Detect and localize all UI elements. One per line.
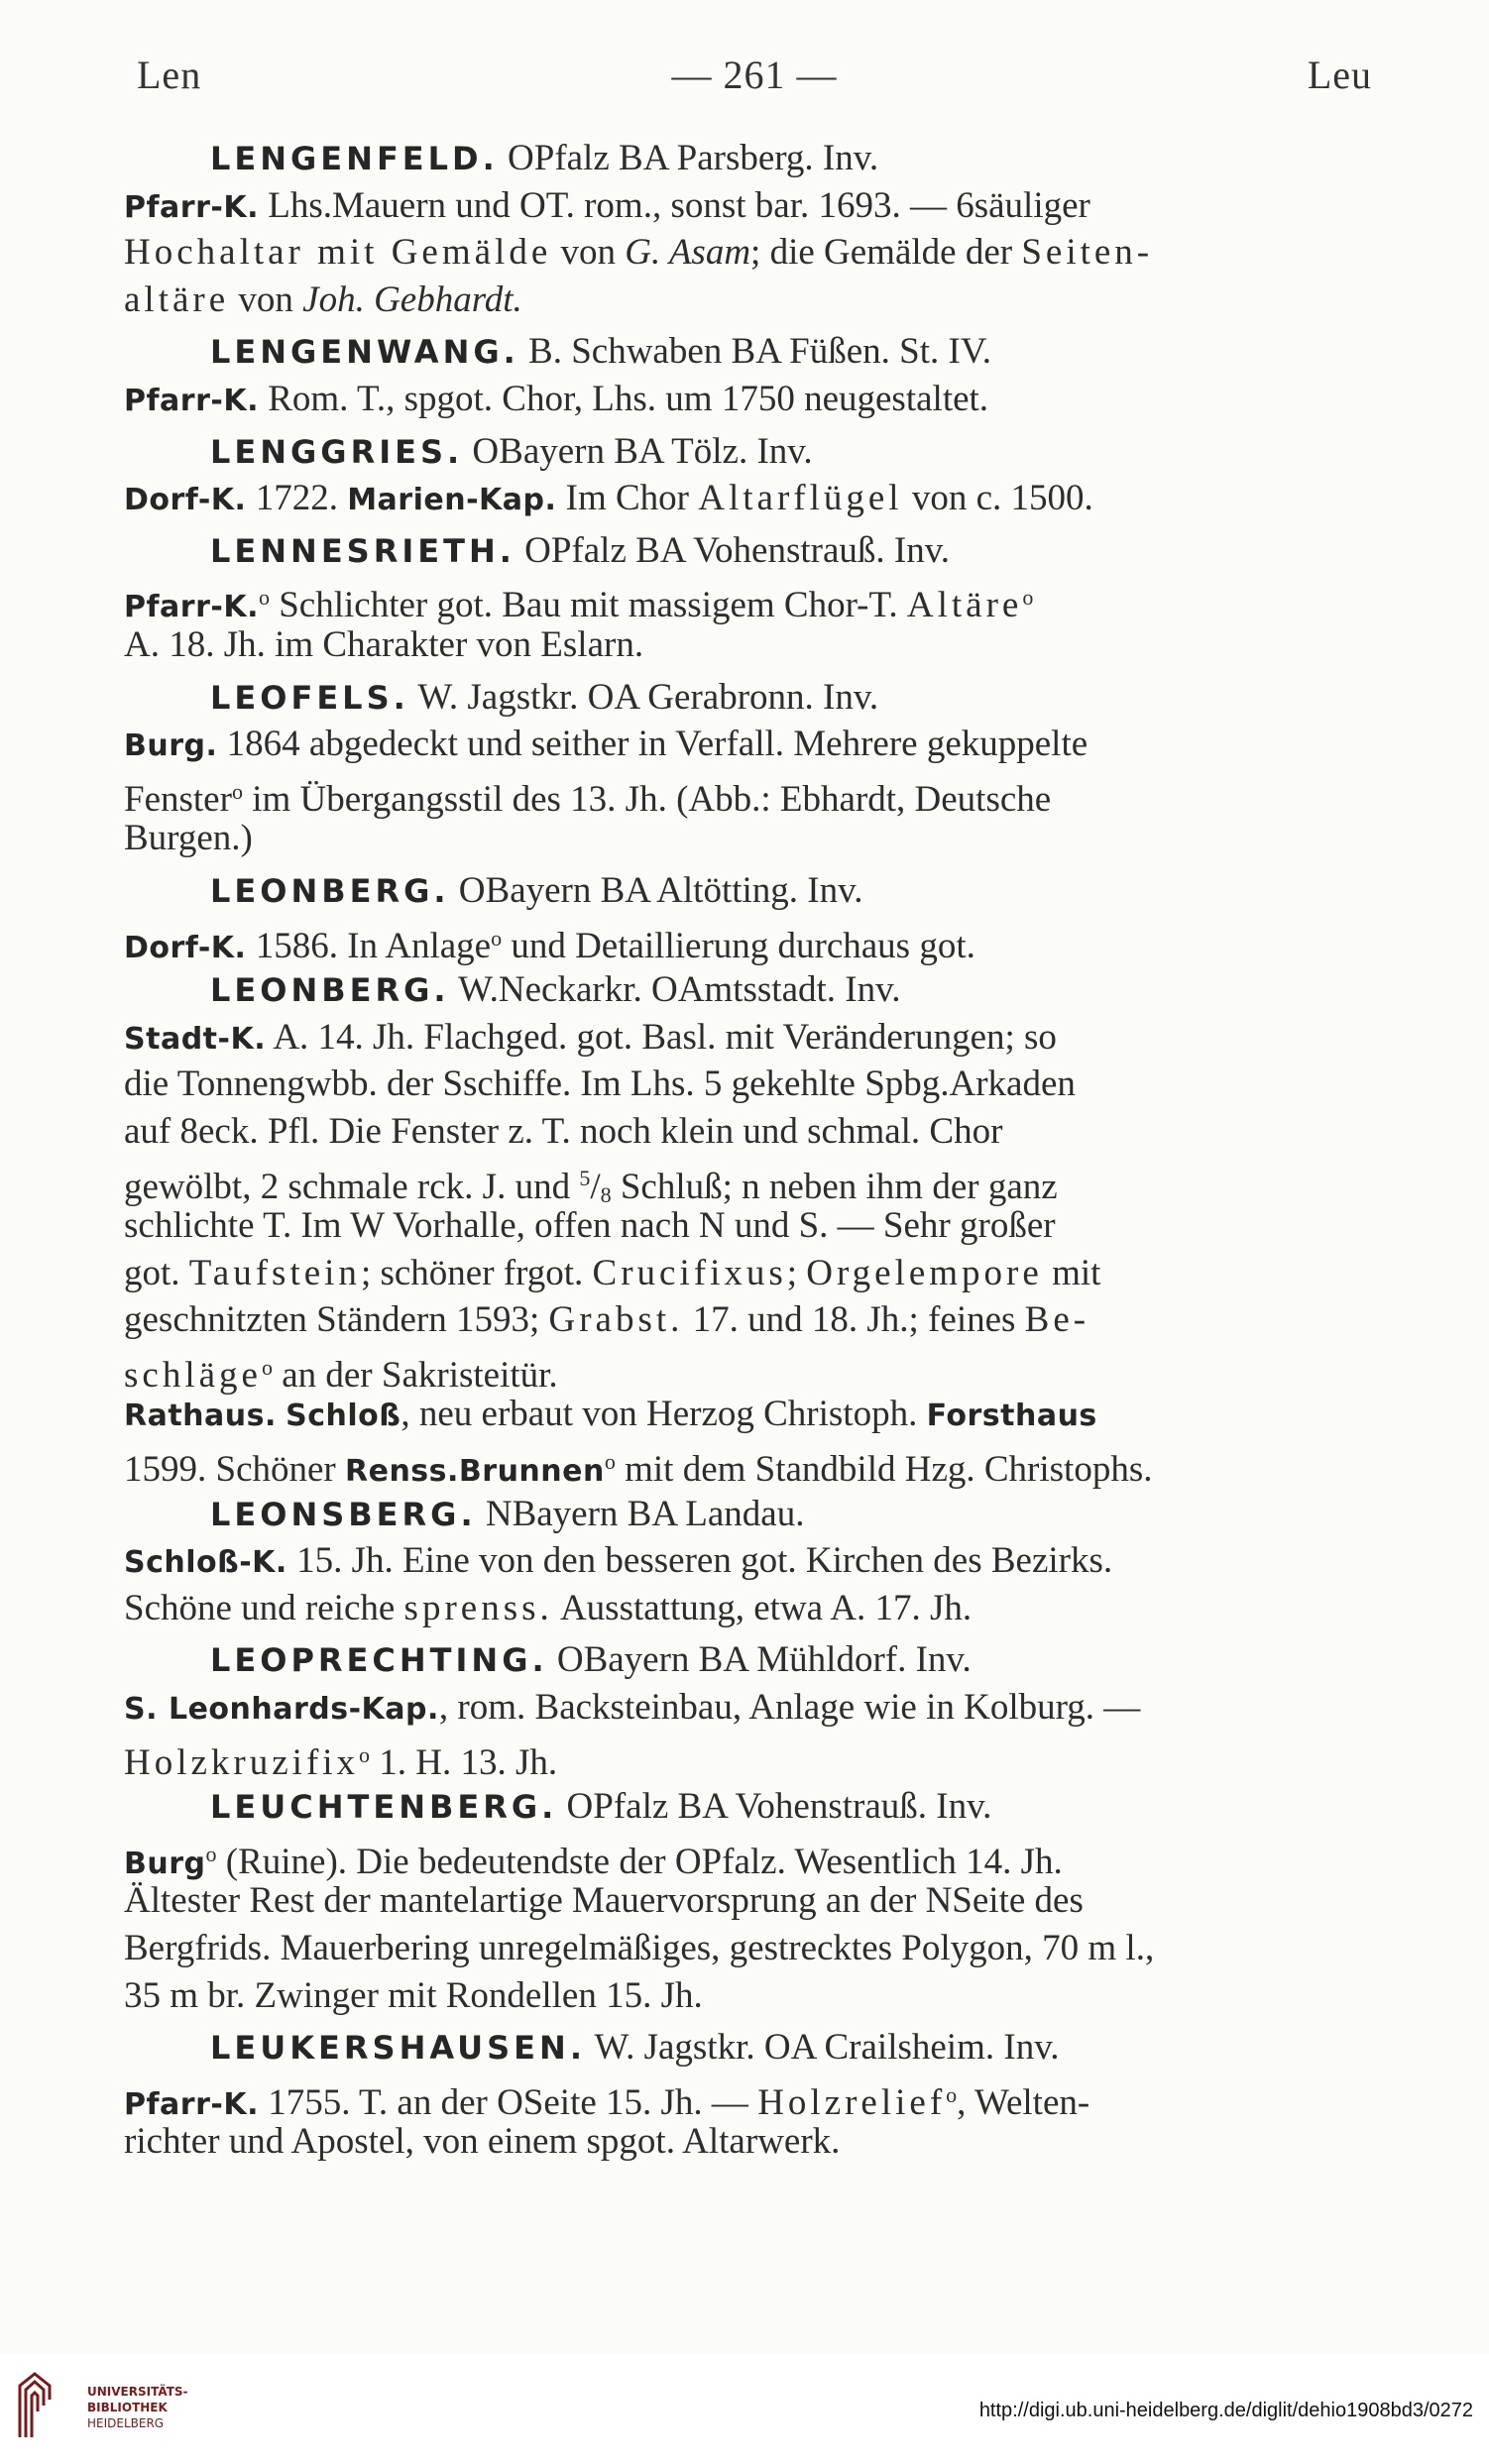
text-run: OPfalz BA Vohenstrauß. Inv.: [515, 529, 951, 571]
text-run: [277, 1394, 286, 1434]
building-label: Dorf-K.: [124, 930, 247, 965]
artist-name: Joh. Gebhardt.: [302, 279, 522, 320]
text-line: [124, 1391, 1368, 1438]
text-run: schlichte T. Im W Vorhalle, offen nach N und S. — Sehr großer: [124, 1205, 1056, 1247]
text-run: Ausstattung, etwa A. 17. Jh.: [552, 1587, 973, 1628]
text-run: 15. Jh. Eine von den besseren got. Kirchen des Bezirks.: [286, 1540, 1113, 1582]
spaced-term: Hochaltar mit Gemälde: [124, 232, 552, 274]
text-run: Fenster: [124, 778, 232, 820]
text-run: Schlichter got. Bau mit massigem Chor-T.: [269, 585, 907, 626]
building-label: Schloß-K.: [124, 1545, 287, 1581]
fraction-den: 8: [600, 1182, 612, 1208]
text-line: [124, 1438, 1368, 1491]
asterisk-mark: o: [946, 2081, 958, 2107]
text-run: 1599. Schöner: [124, 1449, 345, 1491]
text-run: W. Jagstkr. OA Crailsheim. Inv.: [585, 2027, 1060, 2069]
entry-heading-line: [124, 1636, 1368, 1684]
entry-heading-line: [124, 527, 1368, 575]
building-label: Stadt-K.: [124, 1021, 267, 1057]
text-run: 1722.: [246, 478, 348, 519]
text-run: ;: [786, 1252, 807, 1293]
text-line: [124, 1202, 1368, 1250]
entry-heading-line: [124, 428, 1368, 476]
spaced-term: altäre: [124, 279, 230, 320]
text-run: 17. und 18. Jh.; feines: [683, 1299, 1025, 1341]
text-run: W.Neckarkr. OAmtsstadt. Inv.: [449, 969, 901, 1011]
text-run: mit dem Standbild Hzg. Christophs.: [615, 1449, 1153, 1491]
text-line: [124, 1831, 1368, 1882]
spaced-term: Be-: [1024, 1299, 1090, 1341]
text-line: [124, 475, 1368, 522]
text-line: [124, 815, 1368, 862]
entry-heading-line: [124, 867, 1368, 915]
spaced-term: Holzkruzifix: [124, 1741, 360, 1783]
text-run: OBayern BA Tölz. Inv.: [463, 430, 813, 472]
institution-line-3: HEIDELBERG: [87, 2416, 165, 2430]
spaced-term: sprenss.: [403, 1587, 553, 1628]
text-run: /: [590, 1167, 601, 1208]
text-run: , Welten-: [957, 2081, 1090, 2123]
text-line: [124, 1061, 1368, 1108]
entry-heading-line: [124, 2024, 1368, 2072]
text-run: 1755. T. an der OSeite 15. Jh. —: [258, 2081, 758, 2123]
text-line: [124, 229, 1368, 277]
text-line: [124, 1684, 1368, 1732]
spaced-term: Orgelempore: [806, 1252, 1043, 1293]
text-line: [124, 1250, 1368, 1297]
text-line: [124, 1108, 1368, 1156]
text-run: an der Sakristeitür.: [272, 1354, 558, 1396]
text-run: Lhs.Mauern und OT. rom., sonst bar. 1693. — 6säuliger: [258, 184, 1090, 226]
text-run: Rom. T., spgot. Chor, Lhs. um 1750 neugestaltet.: [258, 378, 989, 419]
text-line: [124, 721, 1368, 768]
entry-headword: LEUKERSHAUSEN.: [210, 2029, 586, 2068]
artist-name: G. Asam: [625, 232, 751, 274]
building-label: Pfarr-K.: [124, 383, 259, 418]
spaced-term: Grabst.: [548, 1299, 684, 1341]
text-run: OPfalz BA Vohenstrauß. Inv.: [557, 1786, 992, 1828]
text-run: ; schöner frgot.: [360, 1252, 593, 1293]
spaced-term: Crucifixus: [592, 1252, 787, 1293]
text-run: Burgen.): [124, 818, 253, 859]
text-run: OBayern BA Altötting. Inv.: [449, 869, 863, 911]
text-run: A. 14. Jh. Flachged. got. Basl. mit Veränderungen; so: [266, 1016, 1057, 1058]
text-run: Schluß; n neben ihm der ganz: [611, 1167, 1058, 1208]
entry-headword: LEONSBERG.: [210, 1495, 477, 1533]
asterisk-mark: o: [258, 585, 270, 611]
text-line: [124, 376, 1368, 423]
entry-headword: LENGENFELD.: [210, 140, 499, 177]
entry-headword: LEONBERG.: [210, 971, 450, 1010]
asterisk-mark: o: [1022, 585, 1034, 611]
text-run: von: [551, 232, 626, 274]
building-label: Forsthaus: [926, 1399, 1097, 1434]
spaced-term: Altarflügel: [698, 478, 903, 519]
entry-heading-line: [124, 674, 1368, 722]
text-run: im Übergangsstil des 13. Jh. (Abb.: Ebhardt, Deutsche: [242, 778, 1052, 820]
entry-heading-line: [124, 1783, 1368, 1831]
entry-headword: LENGGRIES.: [210, 432, 464, 471]
text-run: geschnitzten Ständern 1593;: [124, 1299, 549, 1341]
text-run: (Ruine). Die bedeutendste der OPfalz. Wesentlich 14. Jh.: [216, 1841, 1063, 1882]
gazetteer-text: [124, 135, 1368, 2166]
text-run: OBayern BA Mühldorf. Inv.: [547, 1639, 972, 1681]
text-run: 1864 abgedeckt und seither in Verfall. Mehrere gekuppelte: [217, 724, 1088, 765]
asterisk-mark: o: [261, 1354, 273, 1380]
institution-line-2: BIBLIOTHEK: [87, 2401, 168, 2414]
spaced-term: schläge: [124, 1354, 262, 1396]
text-run: die Tonnengwbb. der Sschiffe. Im Lhs. 5 gekehlte Spbg.Arkaden: [124, 1064, 1076, 1105]
spaced-term: Seiten-: [1021, 232, 1154, 274]
text-line: [124, 1537, 1368, 1585]
text-run: 1586. In Anlage: [246, 925, 492, 966]
text-run: B. Schwaben BA Füßen. St. IV.: [518, 331, 991, 373]
text-run: 1. H. 13. Jh.: [370, 1741, 558, 1783]
text-line: [124, 1732, 1368, 1783]
text-run: A. 18. Jh. im Charakter von Eslarn.: [124, 623, 644, 665]
text-run: ; die Gemälde der: [750, 232, 1022, 274]
text-run: gewölbt, 2 schmale rck. J. und: [124, 1167, 580, 1208]
header-left: Len: [137, 53, 202, 97]
text-line: [124, 277, 1368, 324]
text-line: [124, 182, 1368, 230]
text-line: [124, 1585, 1368, 1632]
text-run: OPfalz BA Parsberg. Inv.: [498, 138, 879, 178]
text-run: Bergfrids. Mauerbering unregelmäßiges, gestrecktes Polygon, 70 m l.,: [124, 1927, 1155, 1968]
text-run: W. Jagstkr. OA Gerabronn. Inv.: [408, 676, 879, 718]
building-label: Pfarr-K.: [124, 2086, 259, 2122]
page-number: — 261 —: [671, 53, 838, 97]
entry-heading-line: [124, 135, 1368, 182]
building-label: Schloß: [286, 1399, 401, 1434]
text-run: von: [229, 279, 303, 320]
text-line: [124, 1014, 1368, 1062]
building-label: Pfarr-K.: [124, 189, 259, 225]
institution-line-1: UNIVERSITÄTS-: [87, 2385, 188, 2399]
entry-headword: LENGENWANG.: [210, 333, 519, 372]
building-label: Rathaus.: [124, 1399, 277, 1434]
text-line: [124, 915, 1368, 966]
text-line: [124, 1925, 1368, 1972]
text-line: [124, 2118, 1368, 2166]
text-run: auf 8eck. Pfl. Die Fenster z. T. noch klein und schmal. Chor: [124, 1110, 1003, 1152]
building-label: Pfarr-K.: [124, 590, 259, 625]
text-run: und Detaillierung durchaus got.: [502, 925, 975, 966]
text-run: mit: [1042, 1252, 1101, 1293]
entry-heading-line: [124, 1491, 1368, 1538]
footer-bar: [0, 2354, 1489, 2464]
entry-headword: LEONBERG.: [210, 871, 450, 910]
entry-heading-line: [124, 966, 1368, 1014]
asterisk-mark: o: [604, 1449, 616, 1475]
text-line: [124, 1296, 1368, 1344]
spaced-term: Taufstein: [188, 1252, 361, 1293]
text-run: richter und Apostel, von einem spgot. Altarwerk.: [124, 2121, 841, 2163]
building-label: Dorf-K.: [124, 483, 247, 518]
text-line: [124, 574, 1368, 626]
fraction-num: 5: [579, 1166, 591, 1191]
text-run: 35 m br. Zwinger mit Rondellen 15. Jh.: [124, 1974, 703, 2016]
spaced-term: Altäre: [906, 585, 1023, 626]
building-label: Burg.: [124, 728, 218, 764]
building-label: Burg: [124, 1846, 206, 1881]
building-label: S. Leonhards-Kap.: [124, 1692, 439, 1727]
text-line: [124, 1972, 1368, 2020]
text-run: , neu erbaut von Herzog Christoph.: [401, 1394, 927, 1435]
entry-headword: LENNESRIETH.: [210, 531, 515, 570]
asterisk-mark: o: [205, 1841, 217, 1866]
entry-heading-line: [124, 328, 1368, 376]
source-url-link[interactable]: http://digi.ub.uni-heidelberg.de/diglit/dehio1908bd3/0272: [978, 2400, 1473, 2421]
text-line: [124, 1155, 1368, 1208]
library-logo-icon[interactable]: [16, 2372, 54, 2439]
text-run: Schöne und reiche: [124, 1587, 404, 1628]
building-label: Renss.Brunnen: [345, 1454, 605, 1490]
entry-headword: LEUCHTENBERG.: [210, 1788, 558, 1827]
text-run: got.: [124, 1252, 189, 1293]
text-line: [124, 1344, 1368, 1396]
text-run: Ältester Rest der mantelartige Mauervorsprung an der NSeite des: [124, 1880, 1084, 1922]
asterisk-mark: o: [231, 778, 243, 804]
text-line: [124, 621, 1368, 669]
text-line: [124, 768, 1368, 820]
text-run: Im Chor: [556, 478, 699, 519]
header-right: Leu: [1307, 53, 1372, 97]
institution-name: [87, 2384, 188, 2431]
text-line: [124, 1877, 1368, 1925]
entry-headword: LEOPRECHTING.: [210, 1641, 548, 1680]
asterisk-mark: o: [359, 1741, 371, 1767]
entry-headword: LEOFELS.: [210, 678, 409, 717]
text-run: NBayern BA Landau.: [476, 1493, 805, 1534]
text-run: von c. 1500.: [902, 478, 1093, 519]
building-label: Marien-Kap.: [347, 483, 557, 518]
spaced-term: Holzrelief: [757, 2081, 947, 2123]
running-header: [137, 52, 1372, 101]
text-run: , rom. Backsteinbau, Anlage wie in Kolburg. —: [438, 1687, 1141, 1728]
asterisk-mark: o: [491, 925, 503, 951]
text-line: [124, 2072, 1368, 2123]
